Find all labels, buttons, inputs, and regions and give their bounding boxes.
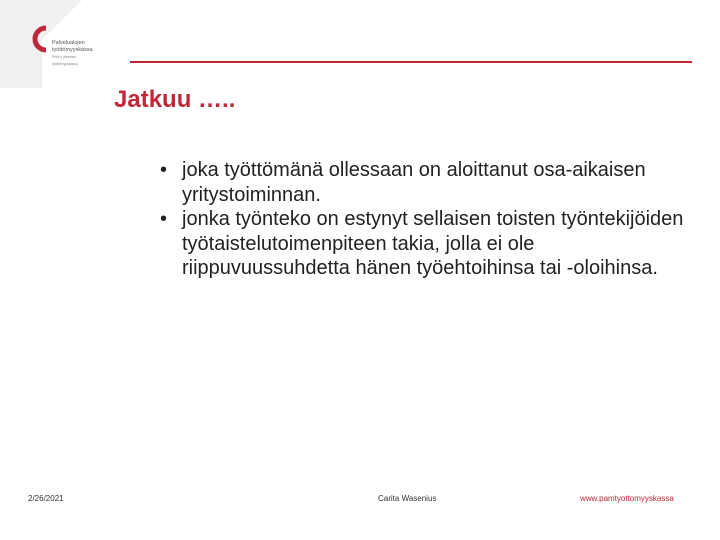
bullet-item bbox=[160, 207, 705, 281]
logo-text bbox=[52, 40, 100, 67]
footer-author: Carita Wasenius bbox=[378, 494, 437, 503]
bullet-list bbox=[160, 158, 705, 281]
logo-line-3: PAM:n jäsenten työttömyyskassa bbox=[52, 55, 78, 66]
slide-title: Jatkuu ….. bbox=[114, 86, 236, 113]
footer-url[interactable]: www.pamtyottomyyskassa bbox=[580, 494, 674, 503]
bullet-icon: • bbox=[160, 208, 168, 230]
logo-line-1: Palvelualojen bbox=[52, 40, 85, 46]
footer-date: 2/26/2021 bbox=[28, 494, 64, 503]
bullet-text: joka työttömänä ollessaan on aloittanut osa-aikaisen yritystoiminnan. bbox=[182, 159, 646, 206]
bullet-item bbox=[160, 158, 705, 207]
logo bbox=[0, 0, 100, 90]
header-divider bbox=[130, 61, 692, 63]
bullet-text: jonka työnteko on estynyt sellaisen toisten työntekijöiden työtaistelutoimenpiteen takia, jolla ei ole riippuvuussuhdetta hänen työehtoihinsa tai -oloihinsa. bbox=[182, 208, 684, 279]
bullet-icon: • bbox=[160, 159, 168, 181]
logo-line-2: työttömyyskassa bbox=[52, 46, 93, 53]
